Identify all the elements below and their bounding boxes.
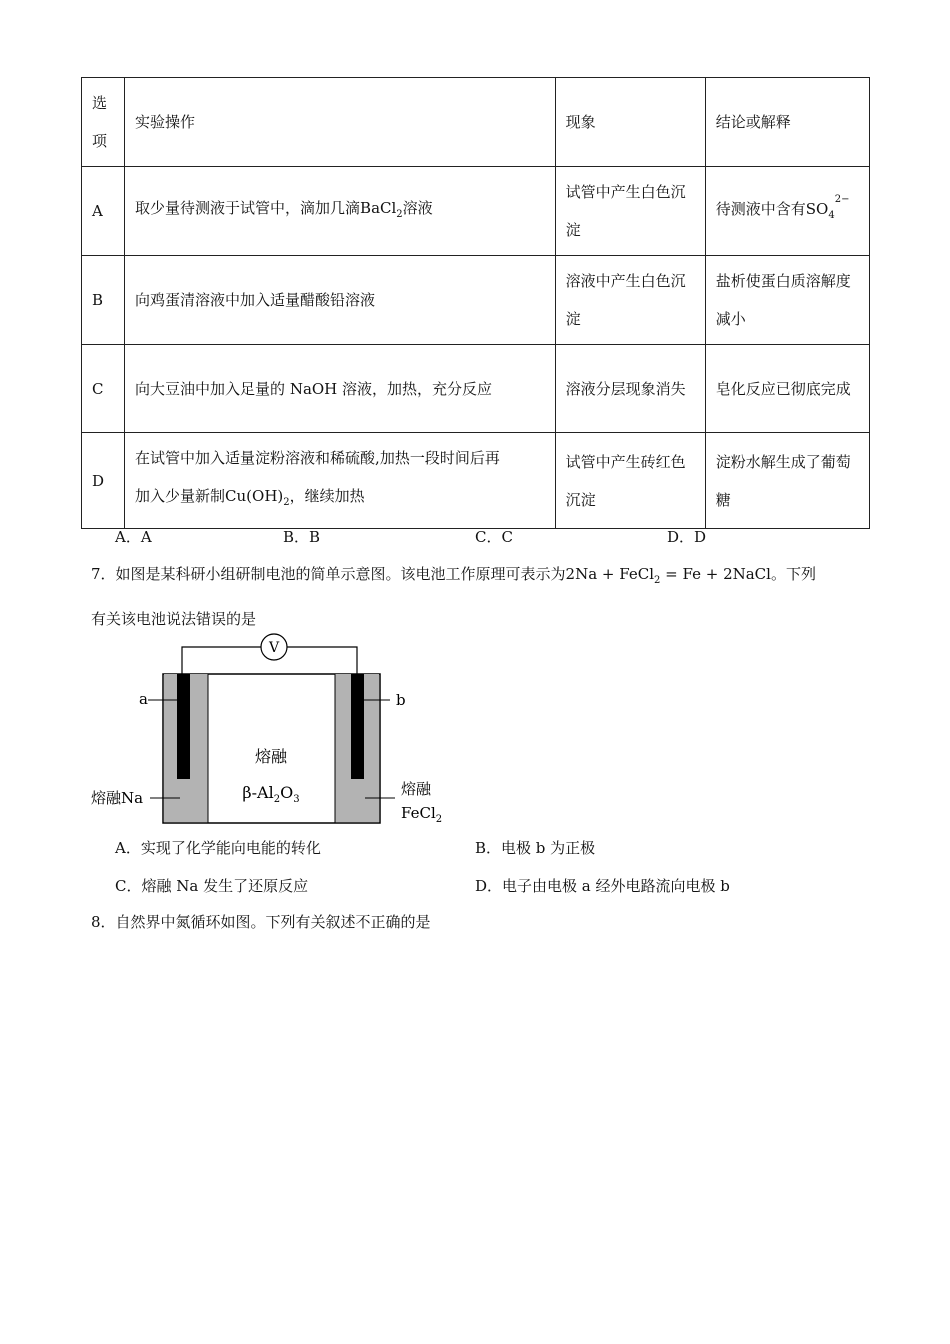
row-phenomenon: 溶液中产生白色沉淀	[555, 256, 705, 345]
row-conclusion: 皂化反应已彻底完成	[705, 345, 869, 433]
header-operation: 实验操作	[125, 78, 556, 167]
q6-option-b: B．B	[283, 528, 321, 546]
row-operation: 向大豆油中加入足量的 NaOH 溶液，加热，充分反应	[125, 345, 556, 433]
q7-option-a: A．实现了化学能向电能的转化	[115, 839, 321, 857]
wire-left	[182, 647, 261, 674]
row-label: C	[82, 345, 125, 433]
row-phenomenon: 试管中产生砖红色沉淀	[555, 433, 705, 529]
q7-option-b: B．电极 b 为正极	[475, 839, 596, 857]
operation-text-2: 加入少量新制Cu(OH)	[135, 487, 284, 505]
row-phenomenon: 溶液分层现象消失	[555, 345, 705, 433]
table-header-row	[82, 78, 870, 167]
label-molten-fecl2-line2: FeCl$_2$	[401, 804, 443, 825]
header-conclusion: 结论或解释	[705, 78, 869, 167]
row-operation	[125, 433, 556, 529]
label-molten-fecl2-line1: 熔融	[401, 780, 432, 798]
row-conclusion: 淀粉水解生成了葡萄糖	[705, 433, 869, 529]
subscript: 4	[828, 210, 835, 221]
operation-text: 取少量待测液于试管中，滴加几滴BaCl	[135, 198, 397, 217]
q7-option-d: D．电子由电极 a 经外电路流向电极 b	[475, 877, 730, 895]
q8-stem: 8．自然界中氮循环如图。下列有关叙述不正确的是	[91, 913, 431, 931]
center-label-line2: $\beta-Al_2O_3$	[242, 783, 300, 805]
table-row-a	[82, 167, 870, 256]
row-label: A	[82, 167, 125, 256]
label-molten-na: 熔融Na	[91, 789, 144, 807]
label-b: b	[396, 691, 406, 709]
wire-right	[287, 647, 357, 674]
label-a: a	[139, 690, 148, 708]
q6-option-d: D．D	[667, 528, 707, 546]
center-label-line1: 熔融	[254, 747, 288, 766]
row-operation: 向鸡蛋清溶液中加入适量醋酸铅溶液	[125, 256, 556, 345]
battery-diagram	[85, 630, 455, 830]
electrode-b	[351, 674, 364, 779]
row-conclusion	[705, 167, 869, 256]
q6-option-a: A．A	[115, 528, 152, 546]
table-row-d	[82, 433, 870, 529]
row-phenomenon: 试管中产生白色沉淀	[555, 167, 705, 256]
q7-text: 7．如图是某科研小组研制电池的简单示意图。该电池工作原理可表示为2Na + FeCl	[91, 565, 655, 583]
q6-option-c: C．C	[475, 528, 513, 546]
q7-text-line2: 有关该电池说法错误的是	[91, 610, 257, 628]
row-conclusion: 盐析使蛋白质溶解度减小	[705, 256, 869, 345]
operation-text-end: 溶液	[402, 198, 433, 217]
subscript: 2	[283, 497, 290, 508]
superscript: 2−	[834, 194, 850, 205]
header-phenomenon: 现象	[555, 78, 705, 167]
header-option-line1: 选	[92, 94, 108, 112]
operation-text: 在试管中加入适量淀粉溶液和稀硫酸,加热一段时间后再	[135, 449, 500, 467]
q7-option-c: C．熔融 Na 发生了还原反应	[115, 877, 309, 895]
operation-text-end: ，继续加热	[289, 487, 365, 505]
q6-options	[115, 526, 835, 548]
table-row-b	[82, 256, 870, 345]
experiment-table	[81, 77, 870, 529]
table-row-c	[82, 345, 870, 433]
header-option-line2: 项	[92, 132, 108, 150]
q7-text-end: = Fe + 2NaCl。下列	[660, 565, 816, 583]
conclusion-text: 待测液中含有SO	[715, 200, 829, 218]
row-label: D	[82, 433, 125, 529]
subscript: 2	[396, 208, 403, 220]
header-option	[82, 78, 125, 167]
row-operation	[125, 167, 556, 256]
row-label: B	[82, 256, 125, 345]
q7-stem	[91, 555, 871, 638]
electrode-a	[177, 674, 190, 779]
voltmeter-label: V	[268, 640, 280, 656]
subscript: 2	[654, 575, 661, 586]
